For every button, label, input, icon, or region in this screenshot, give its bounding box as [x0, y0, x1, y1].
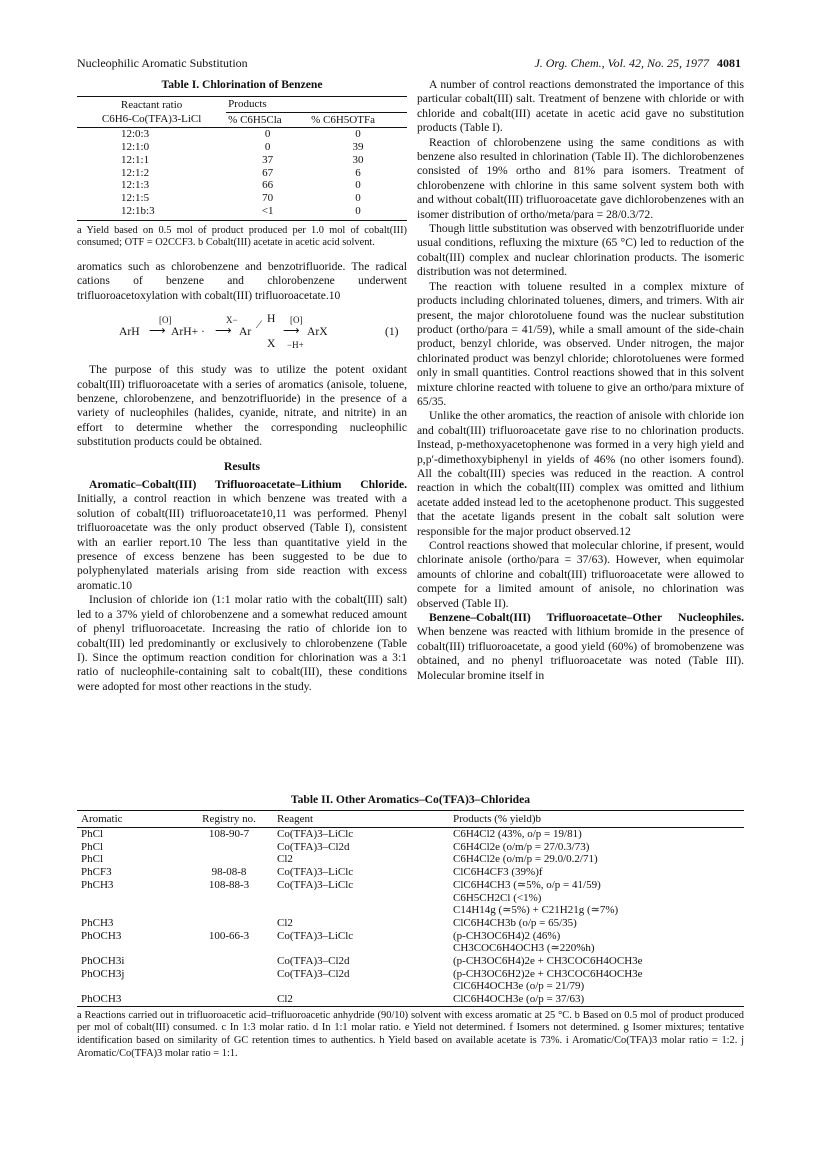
- eq-oxidant-1: [O]: [159, 315, 172, 326]
- table2-row: [77, 841, 744, 854]
- table1-cell: 66: [262, 179, 274, 192]
- table1-cell: 0: [355, 179, 361, 192]
- eq-bond-up: ⁄: [258, 317, 261, 332]
- table1-cell: 70: [262, 192, 274, 205]
- table2-cell: [273, 942, 449, 955]
- table2-cell: [185, 942, 273, 955]
- table2-cell: [185, 904, 273, 917]
- subheading-licl: Aromatic–Cobalt(III) Trifluoroacetate–Lithium Chloride.: [89, 478, 407, 492]
- table1-row: [77, 205, 407, 218]
- left-paragraph-2: The purpose of this study was to utilize the potent oxidant cobalt(III) trifluoroacetate with a series of aromatics (anisole, toluene, benzene, chlorobenzene, and benzotrifluoride) in the presence of a variety of nucleophiles (halides, cyanide, nitrate, and nitrite) in an effort to determine whether the corresponding nucleophilic substitution products could be obtained.: [77, 363, 407, 449]
- running-header-journal: [534, 56, 741, 71]
- eq-h: H: [267, 312, 276, 326]
- left-paragraph-3-text: Initially, a control reaction in which benzene was treated with a solution of cobalt(III) trifluoroacetate10,11 was performed. Phenyl trifluoroacetate was the only product observed (Table I), consistent with an earlier report.10 The less than quantitative yield in the presence of excess benzene has been suggested to be due to polyphenylated materials arising from side reaction with excess aromatic.10: [77, 492, 407, 592]
- table2-cell: [273, 892, 449, 905]
- table2-cell: [185, 841, 273, 854]
- right-paragraph-3: Though little substitution was observed with benzotrifluoride under usual conditions, refluxing the mixture (65 °C) led to reduction of the cobalt(III) complex and nuclear chlorination products. The isomeric distribution was not determined.: [417, 222, 744, 279]
- table2-cell: PhCH3: [81, 878, 114, 891]
- table2-row: [77, 904, 744, 917]
- eq-arrow-2: ⟶: [215, 324, 232, 338]
- table2-row: [77, 879, 744, 892]
- right-paragraph-6: Control reactions showed that molecular chlorine, if present, would chlorinate anisole (ortho/para = 37/63). However, when equimolar amounts of chlorine and cobalt(III) trifluoroacetate were allowed to compete for a limited amount of anisole, no chlorination was observed (Table II).: [417, 539, 744, 610]
- eq-arx: ArX: [307, 325, 328, 339]
- table2-block: [77, 793, 744, 1060]
- table1-cell: 6: [355, 166, 361, 179]
- table2-header-products: Products (% yield)b: [453, 813, 541, 825]
- table2-row: [77, 993, 744, 1006]
- table2-cell: (p-CH3OC6H4)2e + CH3COC6H4OCH3e: [453, 955, 643, 968]
- left-paragraph-1: aromatics such as chlorobenzene and benzotrifluoride. The radical cations of benzene and chlorobenzene underwent trifluoroacetoxylation with cobalt(III) trifluoroacetate.10: [77, 259, 407, 302]
- table2-cell: [273, 904, 449, 917]
- table2-cell: Co(TFA)3–LiClc: [277, 866, 354, 879]
- page-number: 4081: [717, 56, 741, 70]
- table1-cell: 12:1:3: [121, 179, 150, 192]
- table2-header-reagent: Reagent: [277, 813, 314, 825]
- table2-cell: [77, 904, 185, 917]
- table2-cell: [185, 980, 273, 993]
- table2-row: [77, 917, 744, 930]
- table1-group-header: Products: [226, 97, 407, 112]
- table2-row: [77, 968, 744, 981]
- table2-cell: 108-88-3: [208, 878, 250, 891]
- eq-arrow-1: ⟶: [149, 324, 166, 338]
- table2-row: [77, 930, 744, 943]
- table2-row: [77, 866, 744, 879]
- table1-cell: 12:1:0: [121, 141, 150, 154]
- table1-cell: 0: [355, 192, 361, 205]
- eq-arh: ArH: [119, 325, 140, 339]
- table1-cell: 0: [355, 128, 361, 141]
- table2-cell: [273, 980, 449, 993]
- table2: [77, 810, 744, 1006]
- table2-cell: Co(TFA)3–LiClc: [277, 878, 354, 891]
- table2-cell: PhOCH3: [81, 993, 122, 1006]
- table2-cell: PhCl: [81, 840, 104, 853]
- table2-cell: Cl2: [277, 993, 293, 1006]
- table1-cell: 0: [264, 141, 271, 154]
- eq-arrow-3: ⟶: [283, 324, 300, 338]
- table1-cell: <1: [261, 205, 274, 217]
- table1-col2-header: % C6H5Cla: [228, 113, 282, 126]
- table2-cell: Co(TFA)3–LiClc: [277, 929, 354, 942]
- eq-x: X: [267, 337, 276, 351]
- table2-row: [77, 828, 744, 841]
- equation-1: [77, 309, 407, 355]
- table2-cell: Co(TFA)3–Cl2d: [277, 967, 350, 980]
- table2-cell: [77, 942, 185, 955]
- table1-cell: 12:1b:3: [121, 205, 155, 217]
- table1: [77, 96, 407, 217]
- right-paragraph-5: Unlike the other aromatics, the reaction of anisole with chloride ion and cobalt(III) trifluoroacetate gave rise to no chlorination products. Instead, p-methoxyacetophenone was formed in a very high yield and p,p′-dimethoxybiphenyl in yields of 46% (no other isomers found). All the cobalt(III) species was reduced in the reaction. A control reaction in which the cobalt(III) complex was omitted and lithium acetate added instead led to the acetophenone product. This suggested that the acetate ligands present in the cobalt salt solution were responsible for the major product observed.12: [417, 409, 744, 538]
- right-paragraph-7: [417, 611, 744, 683]
- table2-cell: ClC6H4OCH3e (o/p = 21/79): [453, 980, 585, 993]
- left-paragraph-4: Inclusion of chloride ion (1:1 molar ratio with the cobalt(III) salt) led to a 37% yield of chlorobenzene and a somewhat reduced amount of phenyl trifluoroacetate. Increasing the ratio of chloride ion to cobalt(III) led predominantly or exclusively to chlorobenzene (Table I). Since the optimum reaction condition for chlorination was a 3:1 ratio of nucleophile-containing salt to cobalt(III), these conditions were adopted for most other reactions in the study.: [77, 593, 407, 693]
- table2-cell: C6H4Cl2e (o/m/p = 29.0/0.2/71): [453, 853, 598, 866]
- table1-body: [77, 128, 407, 218]
- table2-row: [77, 955, 744, 968]
- table2-cell: Co(TFA)3–Cl2d: [277, 955, 350, 968]
- table2-cell: 98-08-8: [211, 866, 247, 879]
- table2-header-aromatic: Aromatic: [81, 813, 123, 825]
- table1-row: [77, 192, 407, 205]
- table2-cell: PhOCH3: [81, 929, 122, 942]
- table2-cell: [185, 853, 273, 866]
- table2-footnote: a Reactions carried out in trifluoroacetic acid–trifluoroacetic anhydride (90/10) solvent with excess aromatic at 25 °C. b Based on 0.5 mol of product produced per mol of cobalt(III) consumed. c In 1:3 molar ratio. d In 1:1 molar ratio. e Yield not determined. f Isomers not determined. g Isomer mixtures; tentative identification based on similarity of GC retention times to authentics. h Yield based on available acetate is 73%. i Aromatic/Co(TFA)3 molar ratio = 1:2. j Aromatic/Co(TFA)3 molar ratio = 1:1.: [77, 1009, 744, 1059]
- table2-cell: ClC6H4CH3b (o/p = 65/35): [453, 916, 577, 929]
- table2-cell: 100-66-3: [208, 929, 250, 942]
- running-header-title: Nucleophilic Aromatic Substitution: [77, 56, 248, 70]
- left-paragraph-3: [77, 478, 407, 593]
- left-column: [77, 78, 407, 694]
- table1-footnote: a Yield based on 0.5 mol of product produced per 1.0 mol of cobalt(III) consumed; OTF = O2CCF3. b Cobalt(III) acetate in acetic acid solvent.: [77, 224, 407, 249]
- table2-cell: [185, 917, 273, 930]
- eq-oxidant-2: [O]: [290, 315, 303, 326]
- table2-cell: [185, 955, 273, 968]
- table2-cell: Co(TFA)3–Cl2d: [277, 840, 350, 853]
- eq-number: (1): [385, 325, 399, 339]
- table2-row: [77, 892, 744, 905]
- table2-header-registry: Registry no.: [202, 813, 256, 825]
- eq-nucleophile: X−: [226, 315, 238, 326]
- table1-row: [77, 154, 407, 167]
- table2-title: Table II. Other Aromatics–Co(TFA)3–Chloridea: [290, 793, 531, 806]
- table2-cell: [185, 968, 273, 981]
- eq-ar: Ar: [239, 325, 252, 339]
- table1-title: Table I. Chlorination of Benzene: [161, 78, 323, 91]
- right-paragraph-4: The reaction with toluene resulted in a complex mixture of products including chlorinated toluenes, dimers, and trimers. With air present, the major chlorotoluene found was the nuclear substitution product (ortho/para = 41/59), while a small amount of the side-chain product, benzyl chloride, was observed. Under nitrogen, the major chlorinated product was benzyl chloride; chlorotoluenes were formed only in small quantities. Control reactions showed that in this solvent mixture chlorine reacted with toluene to give an ortho/para mixture of 65/35.: [417, 279, 744, 408]
- table1-row: [77, 167, 407, 180]
- right-paragraph-2: Reaction of chlorobenzene using the same conditions as with benzene also resulted in chlorination (Table II). The dichlorobenzenes consisted of 19% ortho and 81% para isomers. Treatment of chlorobenzene with chlorine in this same solvent system both with and without cobalt(III) trifluoroacetate gave dichlorobenzenes with an isomer distribution of ortho/meta/para = 28/0.3/72.: [417, 135, 744, 221]
- table2-cell: PhOCH3j: [81, 967, 125, 980]
- table1-cell: 12:1:2: [121, 166, 150, 179]
- table2-cell: (p-CH3OC6H2)2e + CH3COC6H4OCH3e: [453, 967, 643, 980]
- table2-cell: [77, 980, 185, 993]
- table2-cell: Cl2: [277, 853, 293, 866]
- table2-cell: PhCF3: [81, 866, 112, 879]
- subheading-other-nucleophiles: Benzene–Cobalt(III) Trifluoroacetate–Other Nucleophiles.: [429, 611, 744, 625]
- table2-cell: PhCH3: [81, 916, 114, 929]
- table2-cell: C6H4Cl2 (43%, o/p = 19/81): [453, 828, 582, 840]
- table1-cell: 12:0:3: [121, 128, 150, 141]
- table2-cell: PhCl: [81, 853, 104, 866]
- table1-cell: 12:1:5: [121, 192, 150, 205]
- table2-cell: [185, 892, 273, 905]
- table1-col3-header: % C6H5OTFa: [311, 113, 375, 126]
- table2-body: [77, 828, 744, 1006]
- table2-cell: Cl2: [277, 916, 293, 929]
- table1-row: [77, 179, 407, 192]
- table2-cell: PhOCH3i: [81, 955, 125, 968]
- results-heading: Results: [223, 459, 261, 473]
- journal-citation: J. Org. Chem., Vol. 42, No. 25, 1977: [534, 56, 709, 70]
- table2-row: [77, 980, 744, 993]
- table1-cell: 12:1:1: [121, 153, 150, 166]
- right-paragraph-7-text: When benzene was reacted with lithium bromide in the presence of cobalt(III) trifluoroacetate, a good yield (60%) of bromobenzene was obtained, and no phenyl trifluoroacetate was noted (Table III). Molecular bromine itself in: [417, 625, 744, 682]
- table2-row: [77, 942, 744, 955]
- table1-cell: 39: [352, 141, 364, 154]
- table2-bottom-rule: [77, 1006, 744, 1007]
- table2-cell: [185, 993, 273, 1006]
- table2-cell: C6H4Cl2e (o/m/p = 27/0.3/73): [453, 840, 590, 853]
- table1-cell: 0: [264, 128, 271, 141]
- table1-row: [77, 141, 407, 154]
- table2-cell: C14H14g (≃5%) + C21H21g (≃7%): [453, 904, 619, 917]
- right-paragraph-1: A number of control reactions demonstrated the importance of this particular cobalt(III) salt. Treatment of benzene with chloride or with chloride and cobalt(III) acetate in acetic acid gave no substitution products (Table I).: [417, 78, 744, 135]
- table2-cell: [77, 892, 185, 905]
- table2-cell: 108-90-7: [208, 828, 250, 840]
- table2-row: [77, 853, 744, 866]
- table1-col1-line1: Reactant ratio: [120, 98, 183, 111]
- eq-minus-h: −H+: [287, 340, 304, 351]
- table2-cell: ClC6H4OCH3e (o/p = 37/63): [453, 993, 585, 1006]
- right-column: [417, 78, 744, 683]
- table2-cell: ClC6H4CF3 (39%)f: [453, 866, 543, 879]
- table2-cell: C6H5CH2Cl (<1%): [453, 891, 542, 904]
- eq-radical-cation: ArH+ ·: [171, 325, 205, 339]
- table2-cell: PhCl: [81, 828, 104, 840]
- table1-col1-header: [77, 97, 226, 128]
- table1-cell: 0: [355, 205, 361, 217]
- table1-cell: 67: [262, 166, 274, 179]
- table1-cell: 30: [352, 153, 364, 166]
- table2-cell: Co(TFA)3–LiClc: [277, 828, 354, 840]
- table1-col1-line2: C6H6-Co(TFA)3-LiCl: [101, 113, 202, 126]
- table2-cell: CH3COC6H4OCH3 (≃220%h): [453, 942, 595, 955]
- table2-cell: (p-CH3OC6H4)2 (46%): [453, 929, 561, 942]
- table1-cell: 37: [262, 153, 274, 166]
- table1-row: [77, 128, 407, 141]
- table1-bottom-rule: [77, 220, 407, 221]
- table2-cell: ClC6H4CH3 (≃5%, o/p = 41/59): [453, 878, 601, 891]
